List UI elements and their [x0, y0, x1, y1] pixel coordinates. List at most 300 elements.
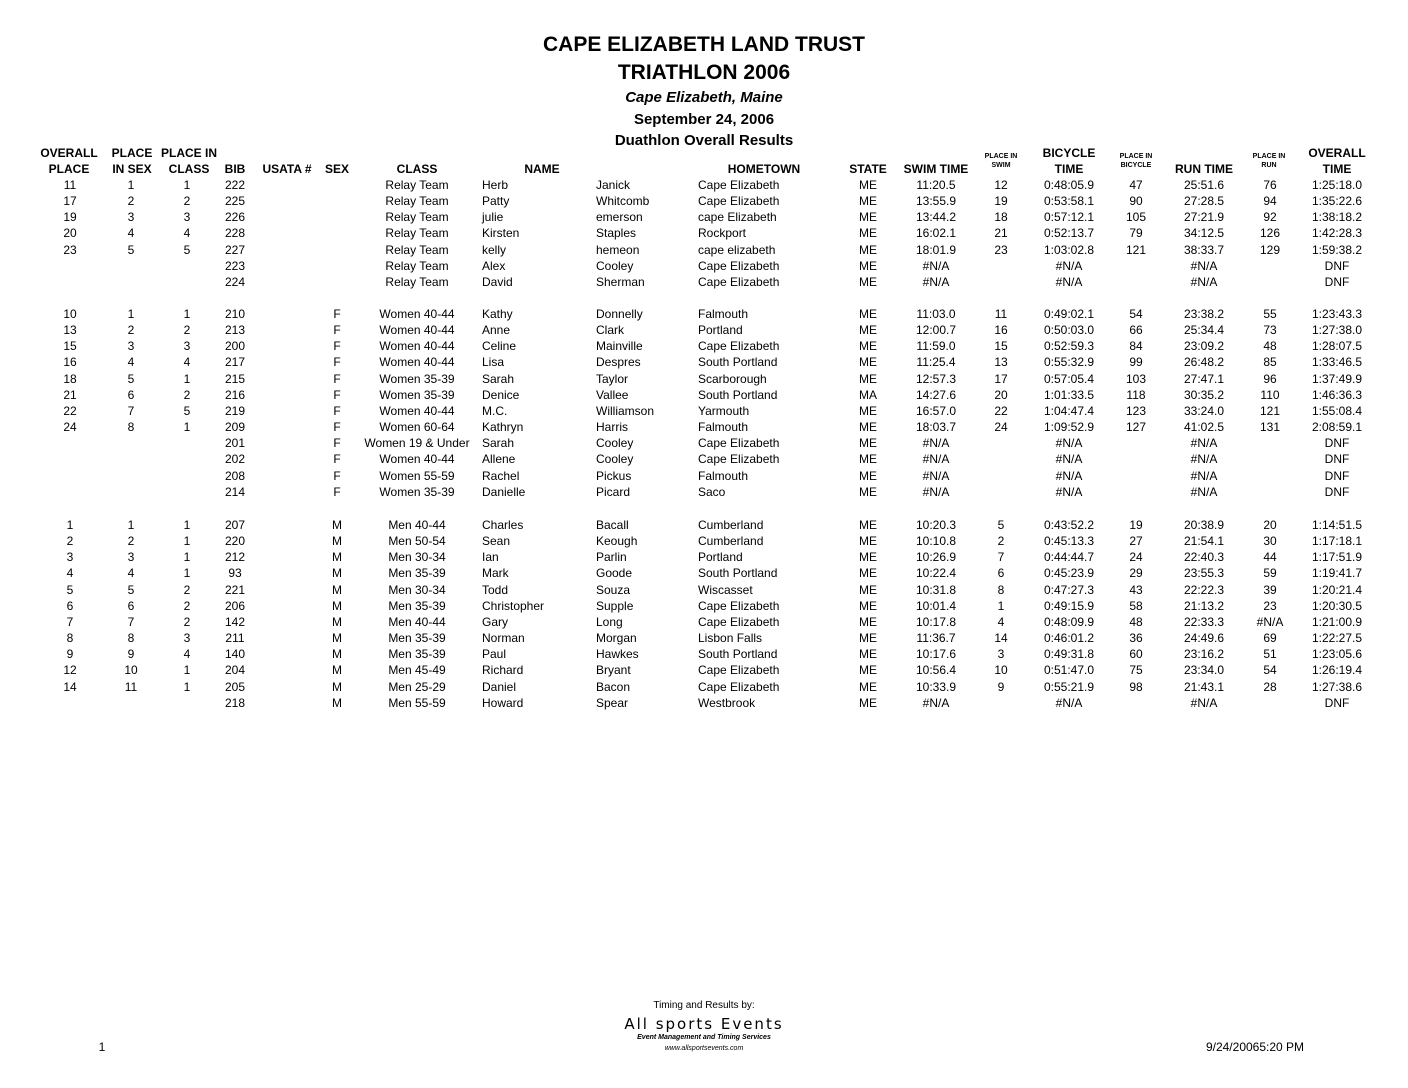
cell-bicycle-time: 0:55:32.9: [1043, 355, 1095, 370]
cell-bicycle-time: #N/A: [1055, 274, 1083, 289]
cell-hometown: Cape Elizabeth: [698, 178, 780, 192]
cell-state: ME: [859, 663, 877, 678]
header-overall-time: [1300, 145, 1374, 177]
cell-overall-time: 1:27:38.0: [1311, 323, 1363, 338]
cell-bib: 227: [224, 242, 246, 257]
cell-overall-place: 1: [66, 518, 74, 532]
cell-class: Men 45-49: [388, 663, 446, 678]
cell-bicycle-time: 0:43:52.2: [1043, 518, 1095, 532]
cell-bib: 205: [224, 679, 246, 694]
cell-class: Men 30-34: [388, 582, 446, 597]
cell-place-in-bicycle: 27: [1129, 534, 1143, 549]
table-row: [0, 339, 1408, 355]
cell-place-in-sex: 6: [127, 598, 135, 613]
cell-bicycle-time: 0:57:05.4: [1043, 371, 1095, 386]
cell-bicycle-time: 0:49:31.8: [1043, 647, 1095, 662]
cell-place-in-sex: 8: [127, 420, 135, 435]
cell-place-in-class: 5: [183, 242, 191, 257]
cell-class: Relay Team: [385, 242, 449, 257]
cell-place-in-class: 4: [183, 647, 191, 662]
cell-place-in-bicycle: 66: [1129, 323, 1143, 338]
cell-place-in-swim: 17: [994, 371, 1008, 386]
cell-class: Men 40-44: [388, 614, 446, 629]
cell-sex: F: [333, 452, 341, 467]
cell-hometown: Saco: [698, 484, 726, 499]
cell-place-in-class: 2: [183, 582, 191, 597]
cell-bib: 200: [224, 339, 246, 354]
cell-swim-time: 12:57.3: [915, 371, 957, 386]
cell-swim-time: 10:20.3: [915, 518, 957, 532]
cell-bib: 219: [224, 403, 246, 418]
header-bicycle-time-line1: BICYCLE: [1042, 146, 1096, 160]
cell-place-in-class: 2: [183, 387, 191, 402]
cell-state: ME: [859, 518, 877, 532]
cell-hometown: Cape Elizabeth: [698, 452, 780, 467]
cell-hometown: cape elizabeth: [698, 242, 776, 257]
cell-class: Women 35-39: [379, 387, 455, 402]
cell-swim-time: #N/A: [922, 436, 950, 451]
cell-place-in-class: 1: [183, 663, 191, 678]
header-place-in-bicycle: [1112, 152, 1160, 170]
cell-place-in-run: 96: [1263, 371, 1277, 386]
cell-hometown: Falmouth: [698, 420, 749, 435]
title-event: TRIATHLON 2006: [617, 61, 791, 84]
cell-place-in-sex: 5: [127, 582, 135, 597]
title-organization: CAPE ELIZABETH LAND TRUST: [543, 33, 865, 56]
cell-state: ME: [859, 598, 877, 613]
cell-place-in-bicycle: 98: [1129, 679, 1143, 694]
cell-overall-place: 23: [63, 242, 77, 257]
cell-run-time: #N/A: [1190, 468, 1218, 483]
cell-class: Women 40-44: [379, 339, 455, 354]
cell-overall-place: 12: [63, 663, 77, 678]
cell-overall-place: 18: [63, 371, 77, 386]
header-place-in-sex: [104, 145, 160, 177]
cell-overall-time: 1:27:38.6: [1311, 679, 1363, 694]
cell-run-time: 25:51.6: [1183, 178, 1225, 192]
cell-hometown: Portland: [698, 323, 743, 338]
cell-run-time: 38:33.7: [1183, 242, 1225, 257]
cell-state: ME: [859, 484, 877, 499]
cell-place-in-class: 1: [183, 178, 191, 192]
cell-overall-place: 20: [63, 226, 77, 241]
cell-place-in-bicycle: 24: [1129, 550, 1143, 565]
cell-swim-time: #N/A: [922, 695, 950, 710]
cell-place-in-sex: 10: [124, 663, 138, 678]
cell-place-in-run: 20: [1263, 518, 1277, 532]
cell-bib: 202: [224, 452, 246, 467]
cell-class: Women 35-39: [379, 371, 455, 386]
cell-place-in-sex: 7: [127, 614, 135, 629]
cell-bicycle-time: #N/A: [1055, 258, 1083, 273]
cell-first-name: Anne: [482, 323, 511, 338]
cell-run-time: 21:13.2: [1183, 598, 1225, 613]
cell-place-in-class: 4: [183, 226, 191, 241]
cell-hometown: Cape Elizabeth: [698, 663, 780, 678]
header-place-run-line1: PLACE IN: [1252, 153, 1286, 160]
cell-overall-place: 7: [66, 614, 74, 629]
cell-bib: 222: [224, 178, 246, 192]
cell-place-in-class: 1: [183, 420, 191, 435]
cell-place-in-sex: 7: [127, 403, 135, 418]
cell-swim-time: 10:22.4: [915, 566, 957, 581]
cell-class: Women 40-44: [379, 403, 455, 418]
cell-class: Women 35-39: [379, 484, 455, 499]
cell-swim-time: 16:57.0: [915, 403, 957, 418]
header-overall-time-line1: OVERALL: [1308, 146, 1366, 160]
cell-run-time: #N/A: [1190, 452, 1218, 467]
cell-overall-time: 1:42:28.3: [1311, 226, 1363, 241]
cell-first-name: Howard: [482, 695, 524, 710]
cell-place-in-swim: 19: [994, 194, 1008, 209]
cell-class: Women 40-44: [379, 307, 455, 321]
cell-sex: F: [333, 307, 341, 321]
cell-first-name: Todd: [482, 582, 509, 597]
cell-place-in-bicycle: 123: [1125, 403, 1147, 418]
cell-place-in-bicycle: 60: [1129, 647, 1143, 662]
cell-place-in-bicycle: 127: [1125, 420, 1147, 435]
cell-bicycle-time: 1:03:02.8: [1043, 242, 1095, 257]
cell-run-time: 27:21.9: [1183, 210, 1225, 225]
cell-hometown: Cape Elizabeth: [698, 274, 780, 289]
cell-place-in-run: 28: [1263, 679, 1277, 694]
cell-state: ME: [859, 534, 877, 549]
cell-state: ME: [859, 194, 877, 209]
cell-first-name: Daniel: [482, 679, 517, 694]
cell-overall-place: 16: [63, 355, 77, 370]
cell-place-in-bicycle: 90: [1129, 194, 1143, 209]
footer-timing-label: Timing and Results by:: [653, 1000, 755, 1011]
cell-sex: F: [333, 484, 341, 499]
cell-overall-place: 24: [63, 420, 77, 435]
header-swim-time: SWIM TIME: [903, 162, 969, 176]
footer-website: www.allsportsevents.com: [664, 1045, 744, 1052]
header-overall-place: [36, 145, 102, 177]
cell-run-time: 27:28.5: [1183, 194, 1225, 209]
cell-bicycle-time: #N/A: [1055, 436, 1083, 451]
cell-hometown: Yarmouth: [698, 403, 750, 418]
cell-swim-time: 11:20.5: [916, 178, 956, 192]
cell-class: Women 40-44: [379, 323, 455, 338]
cell-bicycle-time: #N/A: [1055, 468, 1083, 483]
cell-place-in-sex: 2: [127, 323, 135, 338]
cell-class: Men 55-59: [388, 695, 446, 710]
table-row: [0, 372, 1408, 388]
cell-class: Relay Team: [385, 226, 449, 241]
print-timestamp: 9/24/20065:20 PM: [1205, 1040, 1305, 1054]
cell-overall-time: DNF: [1324, 274, 1350, 289]
cell-sex: F: [333, 403, 341, 418]
cell-place-in-sex: 4: [127, 566, 135, 581]
cell-last-name: hemeon: [596, 242, 640, 257]
cell-place-in-class: 5: [183, 403, 191, 418]
cell-last-name: Bryant: [596, 663, 631, 678]
cell-place-in-sex: 9: [127, 647, 135, 662]
cell-place-in-sex: 3: [127, 339, 135, 354]
cell-bib: 228: [224, 226, 246, 241]
cell-overall-place: 22: [63, 403, 77, 418]
header-place-in-run: [1246, 152, 1292, 170]
cell-swim-time: #N/A: [922, 258, 950, 273]
header-place-sex-line1: PLACE: [111, 146, 153, 160]
cell-state: ME: [859, 468, 877, 483]
cell-place-in-bicycle: 19: [1129, 518, 1143, 532]
cell-bib: 218: [224, 695, 246, 710]
cell-swim-time: 10:33.9: [915, 679, 957, 694]
cell-place-in-swim: 21: [994, 226, 1008, 241]
cell-sex: F: [333, 420, 341, 435]
cell-state: ME: [859, 679, 877, 694]
cell-sex: M: [332, 695, 342, 710]
cell-place-in-swim: 9: [997, 679, 1005, 694]
cell-last-name: Keough: [596, 534, 638, 549]
cell-run-time: #N/A: [1190, 258, 1218, 273]
header-place-class-line1: PLACE IN: [160, 146, 217, 160]
cell-state: ME: [859, 631, 877, 646]
cell-class: Women 40-44: [379, 355, 455, 370]
cell-place-in-bicycle: 99: [1129, 355, 1143, 370]
cell-overall-time: 1:17:18.1: [1311, 534, 1363, 549]
cell-first-name: Herb: [482, 178, 509, 192]
cell-bicycle-time: 0:47:27.3: [1043, 582, 1095, 597]
cell-last-name: Cooley: [596, 436, 634, 451]
cell-sex: F: [333, 436, 341, 451]
cell-swim-time: 12:00.7: [915, 323, 957, 338]
cell-overall-time: 1:59:38.2: [1311, 242, 1363, 257]
cell-sex: M: [332, 534, 342, 549]
cell-bicycle-time: 0:45:23.9: [1043, 566, 1095, 581]
cell-hometown: South Portland: [698, 566, 778, 581]
cell-place-in-run: 73: [1263, 323, 1277, 338]
cell-bicycle-time: 1:09:52.9: [1043, 420, 1095, 435]
cell-place-in-run: 51: [1263, 647, 1277, 662]
cell-hometown: Cape Elizabeth: [698, 436, 780, 451]
cell-last-name: Cooley: [596, 258, 634, 273]
cell-overall-time: 1:19:41.7: [1311, 566, 1363, 581]
cell-overall-time: 1:23:05.6: [1311, 647, 1363, 662]
cell-state: ME: [859, 258, 877, 273]
cell-hometown: South Portland: [698, 387, 778, 402]
cell-first-name: Rachel: [482, 468, 520, 483]
cell-overall-time: 1:55:08.4: [1311, 403, 1363, 418]
cell-swim-time: #N/A: [922, 274, 950, 289]
cell-place-in-swim: 5: [997, 518, 1005, 532]
cell-place-in-run: 69: [1263, 631, 1277, 646]
cell-run-time: #N/A: [1190, 436, 1218, 451]
cell-place-in-run: 85: [1263, 355, 1277, 370]
cell-sex: M: [332, 647, 342, 662]
cell-overall-time: DNF: [1324, 468, 1350, 483]
cell-bicycle-time: #N/A: [1055, 452, 1083, 467]
header-bib: BIB: [224, 162, 246, 176]
cell-run-time: 26:48.2: [1183, 355, 1225, 370]
cell-first-name: Celine: [482, 339, 517, 354]
cell-overall-time: 2:08:59.1: [1311, 420, 1363, 435]
cell-bib: 220: [224, 534, 246, 549]
cell-last-name: Pickus: [596, 468, 632, 483]
cell-bicycle-time: 0:45:13.3: [1043, 534, 1095, 549]
cell-swim-time: #N/A: [922, 468, 950, 483]
table-row: [0, 599, 1408, 615]
cell-swim-time: 11:59.0: [916, 339, 956, 354]
table-row: [0, 436, 1408, 452]
cell-place-in-swim: 14: [994, 631, 1008, 646]
cell-last-name: Harris: [596, 420, 628, 435]
cell-place-in-sex: 8: [127, 631, 135, 646]
cell-hometown: Westbrook: [698, 695, 756, 710]
cell-overall-place: 9: [66, 647, 74, 662]
cell-hometown: Cape Elizabeth: [698, 339, 780, 354]
cell-swim-time: 13:55.9: [915, 194, 957, 209]
cell-swim-time: 10:17.6: [915, 647, 957, 662]
cell-sex: M: [332, 518, 342, 532]
table-row: [0, 275, 1408, 291]
cell-run-time: 20:38.9: [1183, 518, 1225, 532]
cell-first-name: M.C.: [482, 403, 508, 418]
cell-bib: 140: [224, 647, 246, 662]
cell-overall-time: DNF: [1324, 695, 1350, 710]
cell-state: ME: [859, 582, 877, 597]
cell-state: ME: [859, 178, 877, 192]
cell-bicycle-time: #N/A: [1055, 695, 1083, 710]
cell-run-time: 22:22.3: [1183, 582, 1225, 597]
cell-last-name: Cooley: [596, 452, 634, 467]
table-row: [0, 583, 1408, 599]
cell-overall-time: 1:20:21.4: [1311, 582, 1363, 597]
cell-bib: 224: [224, 274, 246, 289]
cell-place-in-bicycle: 105: [1125, 210, 1147, 225]
cell-last-name: Staples: [596, 226, 637, 241]
header-sex: SEX: [324, 162, 349, 176]
cell-place-in-run: 23: [1263, 598, 1277, 613]
cell-first-name: Alex: [482, 258, 506, 273]
cell-overall-time: 1:28:07.5: [1311, 339, 1363, 354]
cell-run-time: 23:55.3: [1183, 566, 1225, 581]
header-place-swim-line2: SWIM: [991, 162, 1011, 169]
cell-bib: 221: [224, 582, 246, 597]
cell-overall-place: 21: [63, 387, 77, 402]
cell-run-time: 34:12.5: [1183, 226, 1225, 241]
cell-first-name: Sarah: [482, 436, 515, 451]
cell-place-in-sex: 5: [127, 371, 135, 386]
cell-overall-place: 15: [63, 339, 77, 354]
cell-bib: 207: [224, 518, 246, 532]
cell-state: ME: [859, 403, 877, 418]
cell-first-name: Christopher: [482, 598, 545, 613]
cell-place-in-bicycle: 29: [1129, 566, 1143, 581]
cell-place-in-class: 1: [183, 550, 191, 565]
cell-place-in-bicycle: 47: [1129, 178, 1143, 192]
cell-first-name: Ian: [482, 550, 499, 565]
cell-place-in-swim: 1: [997, 598, 1005, 613]
header-place-bicycle-line2: BICYCLE: [1120, 162, 1152, 169]
page-number: 1: [98, 1040, 106, 1054]
table-row: [0, 485, 1408, 501]
cell-sex: M: [332, 679, 342, 694]
cell-first-name: David: [482, 274, 513, 289]
table-row: [0, 243, 1408, 259]
cell-last-name: Vallee: [596, 387, 629, 402]
cell-state: ME: [859, 274, 877, 289]
cell-class: Relay Team: [385, 210, 449, 225]
cell-bib: 212: [224, 550, 246, 565]
cell-place-in-sex: 1: [127, 178, 135, 192]
table-row: [0, 550, 1408, 566]
cell-overall-place: 3: [66, 550, 74, 565]
cell-first-name: Norman: [482, 631, 525, 646]
cell-place-in-bicycle: 58: [1129, 598, 1143, 613]
header-overall-place-line1: OVERALL: [40, 146, 98, 160]
cell-swim-time: #N/A: [922, 452, 950, 467]
cell-sex: M: [332, 663, 342, 678]
cell-place-in-sex: 1: [127, 307, 135, 321]
cell-place-in-sex: 2: [127, 194, 135, 209]
cell-swim-time: 10:01.4: [915, 598, 957, 613]
cell-bib: 209: [224, 420, 246, 435]
cell-sex: M: [332, 566, 342, 581]
table-row: [0, 680, 1408, 696]
cell-run-time: 23:16.2: [1183, 647, 1225, 662]
cell-swim-time: 10:10.8: [915, 534, 957, 549]
cell-run-time: 23:38.2: [1183, 307, 1225, 321]
cell-place-in-run: 48: [1263, 339, 1277, 354]
cell-first-name: Kathy: [482, 307, 513, 321]
cell-place-in-bicycle: 48: [1129, 614, 1143, 629]
cell-last-name: Hawkes: [596, 647, 639, 662]
table-row: [0, 178, 1408, 194]
cell-class: Men 40-44: [388, 518, 446, 532]
cell-place-in-swim: 23: [994, 242, 1008, 257]
cell-run-time: 22:33.3: [1183, 614, 1225, 629]
cell-swim-time: 10:56.4: [915, 663, 957, 678]
cell-place-in-run: #N/A: [1256, 614, 1284, 629]
cell-class: Women 40-44: [379, 452, 455, 467]
cell-class: Men 35-39: [388, 631, 446, 646]
cell-place-in-sex: 6: [127, 387, 135, 402]
cell-first-name: Sarah: [482, 371, 515, 386]
cell-place-in-run: 76: [1263, 178, 1277, 192]
cell-first-name: Lisa: [482, 355, 505, 370]
table-row: [0, 696, 1408, 712]
cell-swim-time: 11:03.0: [916, 307, 956, 321]
cell-place-in-class: 1: [183, 307, 191, 321]
cell-last-name: Donnelly: [596, 307, 643, 321]
header-bicycle-time: [1034, 145, 1104, 177]
cell-state: ME: [859, 371, 877, 386]
cell-place-in-bicycle: 84: [1129, 339, 1143, 354]
header-name: NAME: [524, 162, 560, 176]
cell-state: ME: [859, 566, 877, 581]
cell-hometown: Cape Elizabeth: [698, 258, 780, 273]
cell-swim-time: 11:25.4: [916, 355, 956, 370]
cell-place-in-class: 1: [183, 518, 191, 532]
table-row: [0, 663, 1408, 679]
cell-bicycle-time: 0:48:09.9: [1043, 614, 1095, 629]
cell-class: Relay Team: [385, 274, 449, 289]
cell-hometown: Portland: [698, 550, 743, 565]
cell-overall-time: 1:38:18.2: [1311, 210, 1363, 225]
cell-place-in-run: 54: [1263, 663, 1277, 678]
header-place-in-class: [158, 145, 220, 177]
cell-hometown: Rockport: [698, 226, 747, 241]
cell-hometown: Lisbon Falls: [698, 631, 763, 646]
cell-place-in-run: 92: [1263, 210, 1277, 225]
cell-bicycle-time: 0:52:13.7: [1043, 226, 1095, 241]
cell-bib: 93: [228, 566, 242, 581]
cell-place-in-sex: 3: [127, 210, 135, 225]
table-row: [0, 210, 1408, 226]
cell-hometown: Wiscasset: [698, 582, 753, 597]
